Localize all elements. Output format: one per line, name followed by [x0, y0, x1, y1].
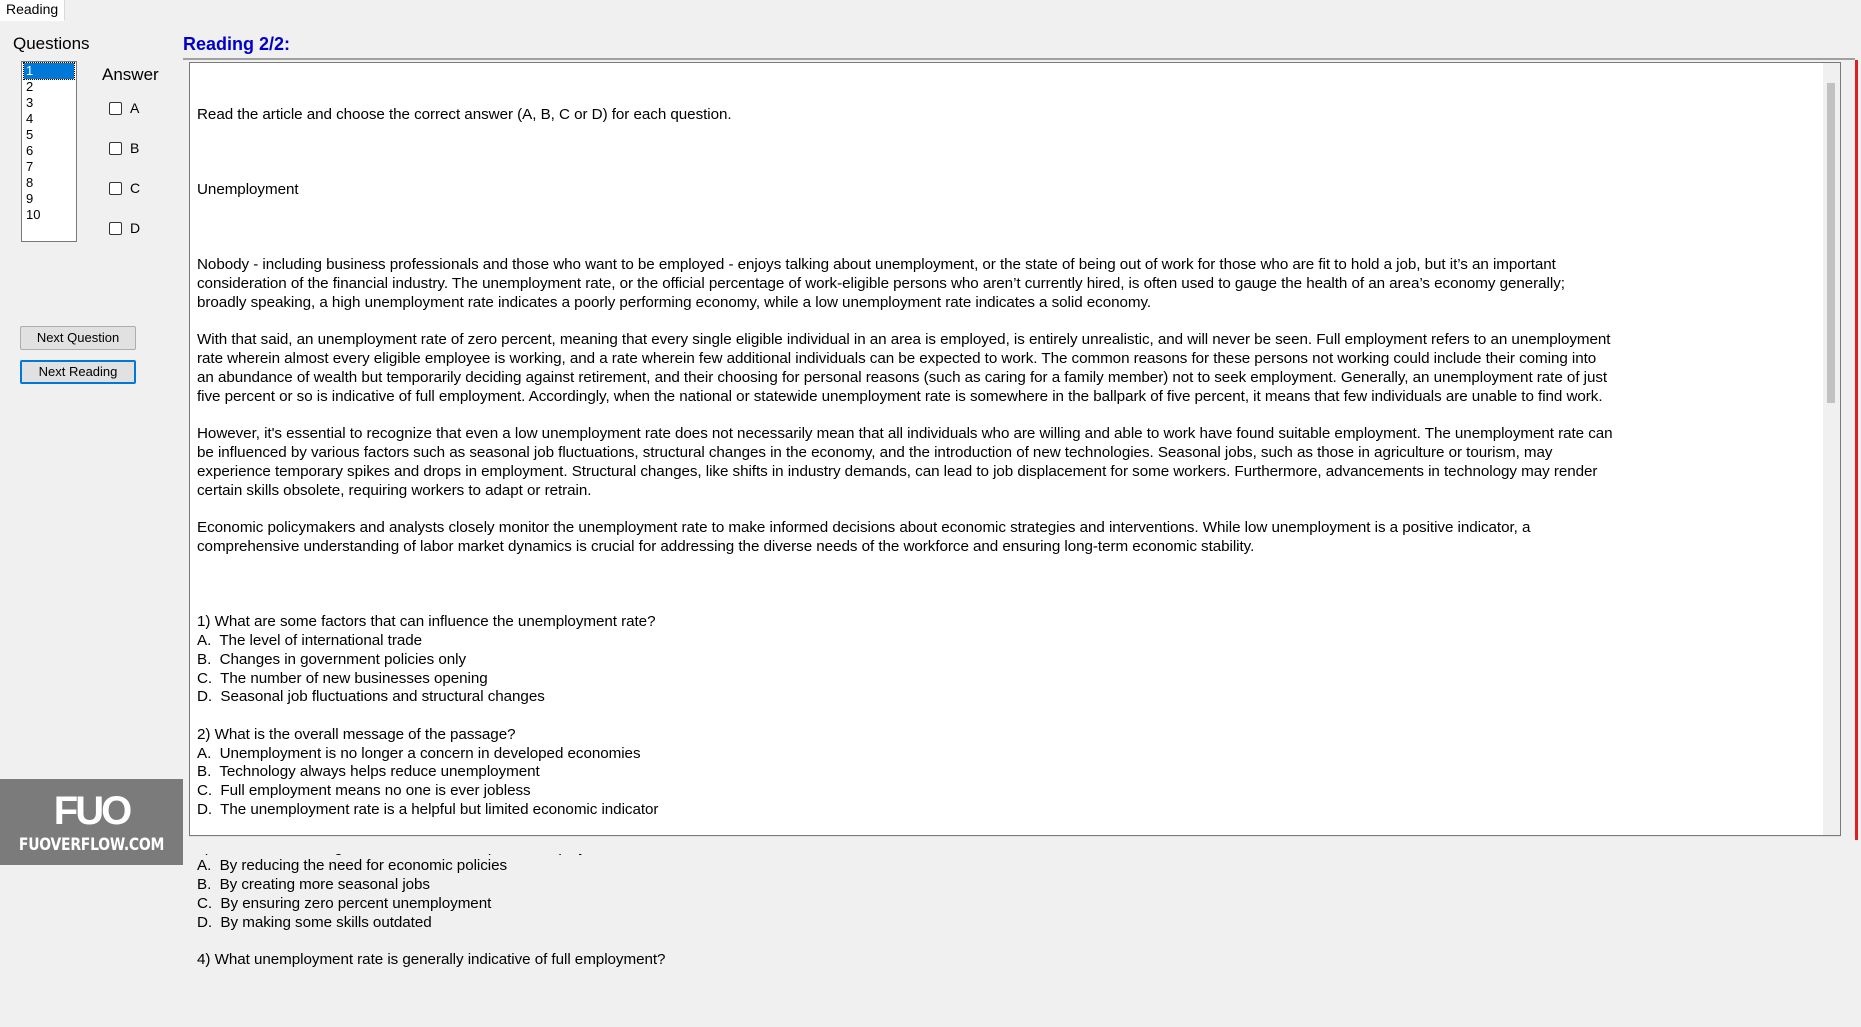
- answer-d-checkbox[interactable]: [109, 219, 140, 237]
- article-title: Unemployment: [197, 180, 299, 198]
- answer-d-label: D: [130, 220, 141, 236]
- reading-question: [197, 613, 1617, 707]
- question-option: C. By ensuring zero percent unemployment: [197, 895, 492, 913]
- reading-title: Reading 2/2:: [183, 34, 291, 54]
- question-option: A. The level of international trade: [197, 631, 423, 649]
- question-option: D. By making some skills outdated: [197, 913, 432, 931]
- question-list-item[interactable]: 2: [26, 79, 34, 94]
- answer-b-checkbox[interactable]: [109, 139, 139, 157]
- article-paragraph: With that said, an unemployment rate of zero percent, meaning that every single eligible individual in an area is employed, is entirely unrealistic, and will never be seen. Full employment refers to an unemployment rate wherein almost every eligible employee is working, and a rate wherein few additional individuals can be expected to work. The common reasons for these persons not working could include their coming into an abundance of wealth but temporarily deciding against retirement, and their choosing for personal reasons (such as caring for a family member) not to seek employment. Generally, an unemployment rate of just five percent or so is indicative of full employment. Accordingly, when the national or statewide unemployment rate is somewhere in the ballpark of five percent, it means that few individuals are unable to find work.: [197, 331, 1611, 405]
- question-text: 2) What is the overall message of the passage?: [197, 725, 516, 743]
- checkbox-box[interactable]: [109, 102, 122, 115]
- watermark-text: FUOVERFLOW.COM: [18, 835, 165, 855]
- question-option: C. The number of new businesses opening: [197, 669, 488, 687]
- divider: [183, 58, 1855, 60]
- checkbox-box[interactable]: [109, 182, 122, 195]
- question-list-item[interactable]: 1: [24, 63, 74, 79]
- instruction-text: Read the article and choose the correct answer (A, B, C or D) for each question.: [197, 105, 732, 123]
- question-option: A. By reducing the need for economic policies: [197, 857, 508, 875]
- question-list-item[interactable]: 3: [26, 95, 34, 110]
- checkbox-box[interactable]: [109, 142, 122, 155]
- horizontal-scrollbar[interactable]: [189, 836, 1841, 854]
- question-list-item[interactable]: 9: [26, 191, 34, 206]
- question-option: D. Seasonal job fluctuations and structural changes: [197, 688, 545, 706]
- article-paragraph: Nobody - including business professionals and those who want to be employed - enjoys talking about unemployment, or the state of being out of work for those who are fit to hold a job, but it’s an important consideration of the financial industry. The unemployment rate, or the official percentage of work-eligible persons who aren’t currently hired, is often used to gauge the health of an area’s economy generally; broadly speaking, a high unemployment rate indicates a poorly performing economy, while a low unemployment rate indicates a solid economy.: [197, 255, 1565, 311]
- answer-a-checkbox[interactable]: [109, 99, 139, 117]
- question-list-item[interactable]: 4: [26, 111, 34, 126]
- reading-question: [197, 951, 1617, 970]
- vertical-scrollbar[interactable]: [1823, 63, 1840, 835]
- answer-c-checkbox[interactable]: [109, 179, 140, 197]
- reading-textbox[interactable]: [189, 62, 1841, 969]
- question-option: D. The unemployment rate is a helpful but limited economic indicator: [197, 801, 659, 819]
- question-option: B. Changes in government policies only: [197, 650, 467, 668]
- question-list-item[interactable]: 5: [26, 127, 34, 142]
- question-text: 1) What are some factors that can influence the unemployment rate?: [197, 613, 656, 631]
- answer-label: Answer: [102, 65, 159, 84]
- questions-listbox[interactable]: [21, 61, 77, 242]
- scrollbar-thumb[interactable]: [1827, 83, 1835, 403]
- answer-c-label: C: [130, 180, 141, 196]
- reading-question: [197, 726, 1617, 820]
- tab-reading[interactable]: Reading: [0, 0, 65, 21]
- watermark: [0, 779, 183, 865]
- question-option: B. Technology always helps reduce unemployment: [197, 763, 540, 781]
- question-option: B. By creating more seasonal jobs: [197, 876, 430, 894]
- answer-b-label: B: [130, 140, 140, 156]
- answer-a-label: A: [130, 100, 140, 116]
- question-list-item[interactable]: 8: [26, 175, 34, 190]
- red-marker-line: [1855, 60, 1858, 840]
- question-option: C. Full employment means no one is ever jobless: [197, 782, 531, 800]
- article-paragraph: Economic policymakers and analysts closely monitor the unemployment rate to make informed decisions about economic strategies and interventions. While low unemployment is a positive indicator, a comprehensive understanding of labor market dynamics is crucial for addressing the diverse needs of the workforce and ensuring long-term economic stability.: [197, 519, 1531, 555]
- question-list-item[interactable]: 6: [26, 143, 34, 158]
- question-text: 4) What unemployment rate is generally indicative of full employment?: [197, 951, 666, 969]
- next-question-button[interactable]: Next Question: [20, 326, 136, 350]
- article-paragraph: However, it's essential to recognize that even a low unemployment rate does not necessarily mean that all individuals who are willing and able to work have found suitable employment. The unemployment rate can be influenced by various factors such as seasonal job fluctuations, structural changes in the economy, and the introduction of new technologies. Seasonal jobs, such as those in agriculture or tourism, may experience temporary spikes and drops in employment. Structural changes, like shifts in industry demands, can lead to job displacement for some workers. Furthermore, advancements in technology may render certain skills obsolete, requiring workers to adapt or retrain.: [197, 425, 1613, 499]
- watermark-logo: FUO: [53, 789, 130, 833]
- question-list-item[interactable]: 10: [26, 207, 41, 222]
- reading-content: [197, 68, 1617, 1027]
- question-list-item[interactable]: 7: [26, 159, 34, 174]
- next-reading-button[interactable]: Next Reading: [20, 360, 136, 384]
- questions-label: Questions: [13, 34, 90, 53]
- question-option: A. Unemployment is no longer a concern in developed economies: [197, 744, 641, 762]
- tab-strip: [0, 0, 1861, 20]
- checkbox-box[interactable]: [109, 222, 122, 235]
